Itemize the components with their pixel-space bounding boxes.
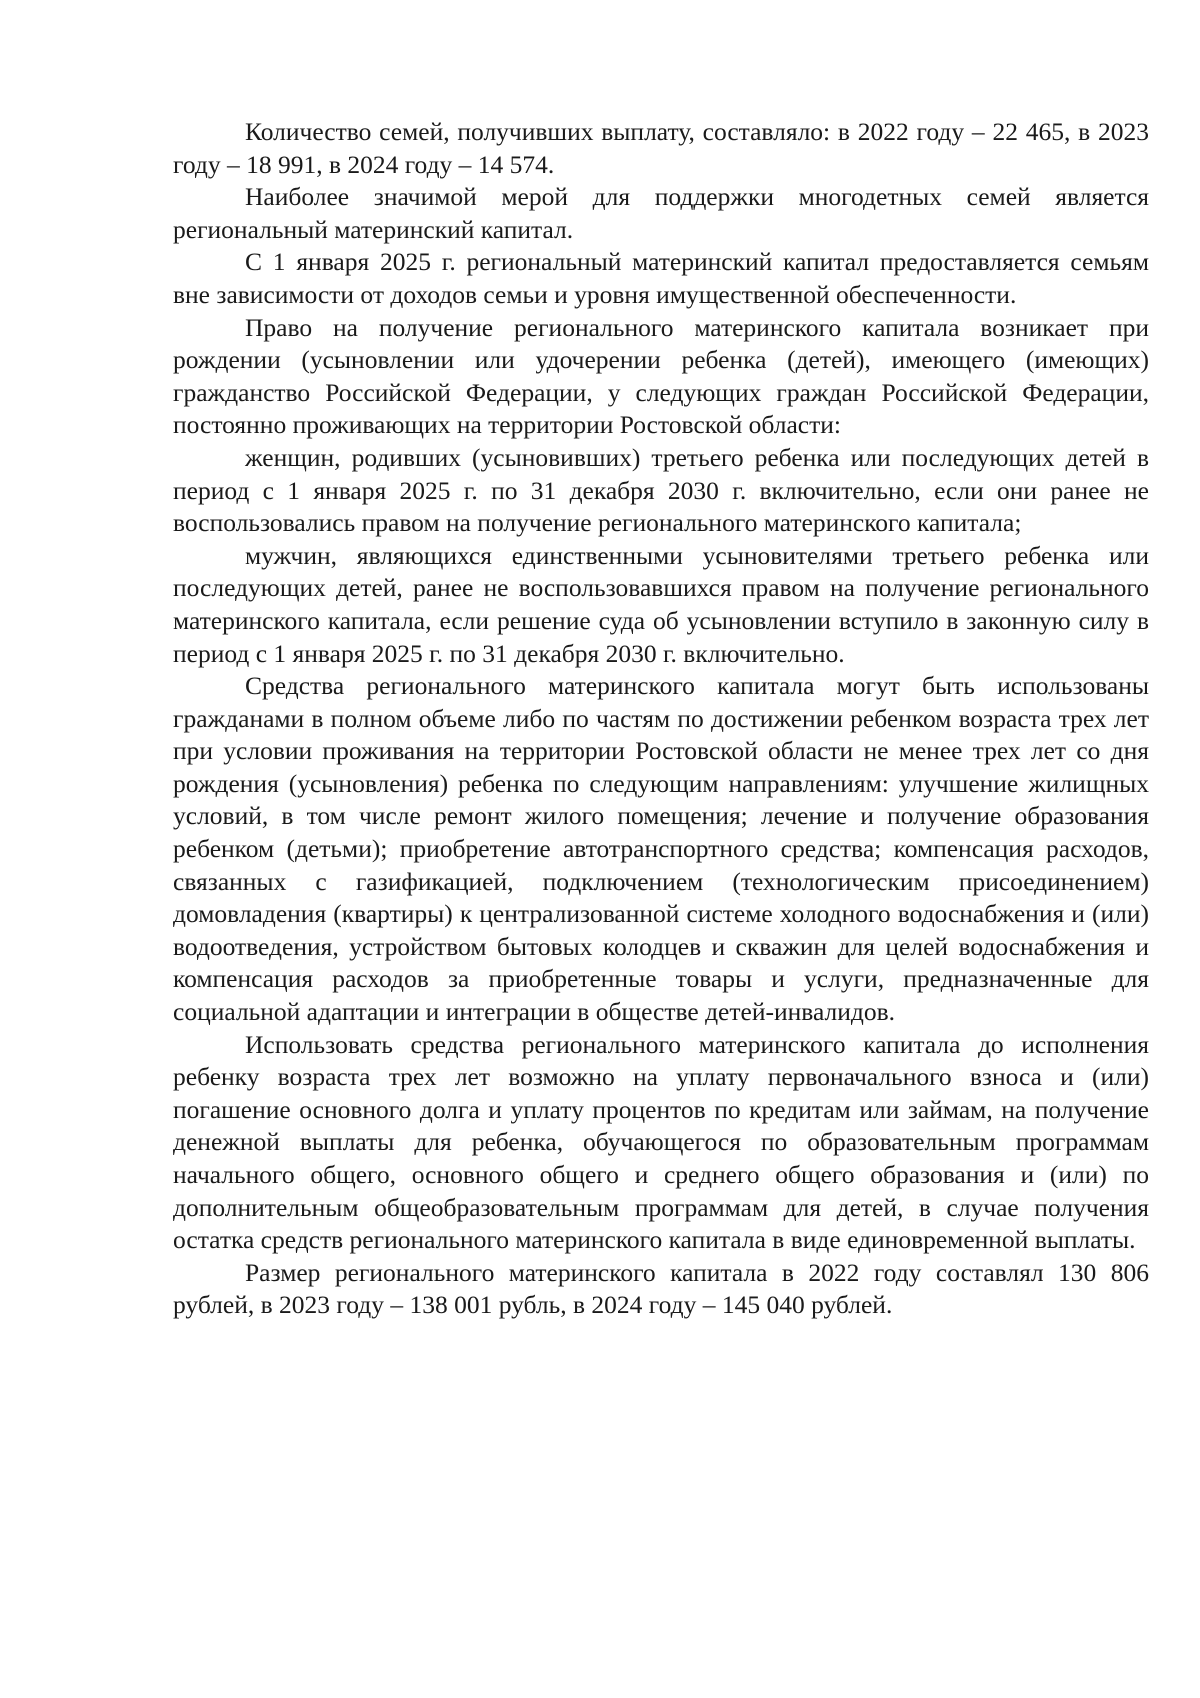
paragraph-maternity-capital-intro: Наиболее значимой мерой для поддержки многодетных семей является региональный материнский капитал. — [173, 182, 1149, 244]
paragraph-early-use: Использовать средства регионального материнского капитала до исполнения ребенку возраста трех лет возможно на уплату первоначального взноса и (или) погашение основного долга и уплату процентов по кредитам или займам, на получение денежной выплаты для ребенка, обучающегося по образовательным программам начального общего, основного общего и среднего общего образования и (или) по дополнительным общеобразовательным программам для детей, в случае получения остатка средств регионального материнского капитала в виде единовременной выплаты. — [173, 1029, 1149, 1255]
document-body — [173, 116, 1149, 1322]
paragraph-right-to-capital: Право на получение регионального материнского капитала возникает при рождении (усыновлении или удочерении ребенка (детей), имеющего (имеющих) гражданство Российской Федерации, у следующих граждан Российской Федерации, постоянно проживающих на территории Ростовской области: — [173, 312, 1149, 440]
paragraph-use-of-funds: Средства регионального материнского капитала могут быть использованы гражданами в полном объеме либо по частям по достижении ребенком возраста трех лет при условии проживания на территории Ростовской области не менее трех лет со дня рождения (усыновления) ребенка по следующим направлениям: улучшение жилищных условий, в том числе ремонт жилого помещения; лечение и получение образования ребенком (детьми); приобретение автотранспортного средства; компенсация расходов, связанных с газификацией, подключением (технологическим присоединением) домовладения (квартиры) к централизованной системе холодного водоснабжения и (или) водоотведения, устройством бытовых колодцев и скважин для целей водоснабжения и компенсация расходов за приобретенные товары и услуги, предназначенные для социальной адаптации и интеграции в обществе детей-инвалидов. — [173, 671, 1149, 1027]
paragraph-capital-amount: Размер регионального материнского капитала в 2022 году составлял 130 806 рублей, в 2023 году – 138 001 рубль, в 2024 году – 145 040 рублей. — [173, 1257, 1149, 1320]
paragraph-families-count: Количество семей, получивших выплату, составляло: в 2022 году – 22 465, в 2023 году – 18 991, в 2024 году – 14 574. — [173, 117, 1149, 179]
paragraph-women-criteria: женщин, родивших (усыновивших) третьего ребенка или последующих детей в период с 1 января 2025 г. по 31 декабря 2030 г. включительно, если они ранее не воспользовались правом на получение регионального материнского капитала; — [173, 442, 1149, 538]
paragraph-men-criteria: мужчин, являющихся единственными усыновителями третьего ребенка или последующих детей, ранее не воспользовавшихся правом на получение регионального материнского капитала, если решение суда об усыновлении вступило в законную силу в период с 1 января 2025 г. по 31 декабря 2030 г. включительно. — [173, 540, 1149, 668]
paragraph-eligibility-2025: С 1 января 2025 г. региональный материнский капитал предоставляется семьям вне зависимости от доходов семьи и уровня имущественной обеспеченности. — [173, 247, 1149, 309]
